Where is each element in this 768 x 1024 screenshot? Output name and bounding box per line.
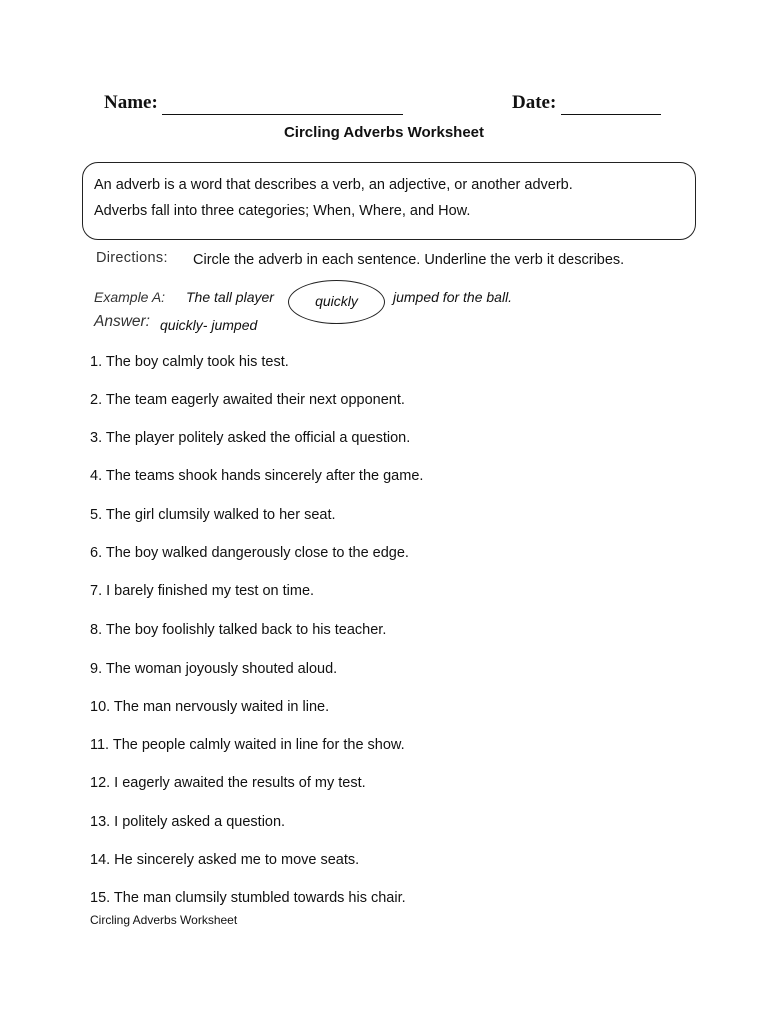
directions-label: Directions: (96, 250, 168, 266)
sentence-8: 8. The boy foolishly talked back to his teacher. (90, 622, 387, 638)
sentence-10: 10. The man nervously waited in line. (90, 699, 330, 715)
example-sentence-end: jumped for the ball. (393, 289, 513, 305)
directions-text: Circle the adverb in each sentence. Underline the verb it describes. (193, 252, 625, 268)
example-sentence-start: The tall player (186, 289, 274, 305)
sentence-5: 5. The girl clumsily walked to her seat. (90, 507, 336, 523)
worksheet-title: Circling Adverbs Worksheet (283, 124, 485, 141)
intro-line-1: An adverb is a word that describes a verb, an adjective, or another adverb. (94, 177, 573, 193)
sentence-2: 2. The team eagerly awaited their next opponent. (90, 392, 405, 408)
sentence-1: 1. The boy calmly took his test. (90, 354, 289, 370)
sentence-11: 11. The people calmly waited in line for the show. (90, 737, 405, 753)
footer-text: Circling Adverbs Worksheet (90, 913, 238, 927)
sentence-4: 4. The teams shook hands sincerely after the game. (90, 468, 424, 484)
name-field-line[interactable] (162, 114, 403, 115)
sentence-6: 6. The boy walked dangerously close to the edge. (90, 545, 409, 561)
name-label: Name: (104, 92, 158, 113)
sentence-9: 9. The woman joyously shouted aloud. (90, 661, 338, 677)
sentence-7: 7. I barely finished my test on time. (90, 583, 315, 599)
answer-label: Answer: (94, 313, 150, 330)
sentence-3: 3. The player politely asked the official a question. (90, 430, 411, 446)
answer-text: quickly- jumped (160, 317, 258, 333)
intro-line-2: Adverbs fall into three categories; When, Where, and How. (94, 203, 471, 219)
sentence-12: 12. I eagerly awaited the results of my test. (90, 775, 366, 791)
example-circled-word: quickly (315, 293, 358, 309)
sentence-15: 15. The man clumsily stumbled towards his chair. (90, 890, 406, 906)
sentence-14: 14. He sincerely asked me to move seats. (90, 852, 360, 868)
sentence-13: 13. I politely asked a question. (90, 814, 286, 830)
date-label: Date: (512, 92, 557, 113)
date-field-line[interactable] (561, 114, 661, 115)
intro-box (82, 162, 696, 240)
example-label: Example A: (94, 289, 166, 305)
